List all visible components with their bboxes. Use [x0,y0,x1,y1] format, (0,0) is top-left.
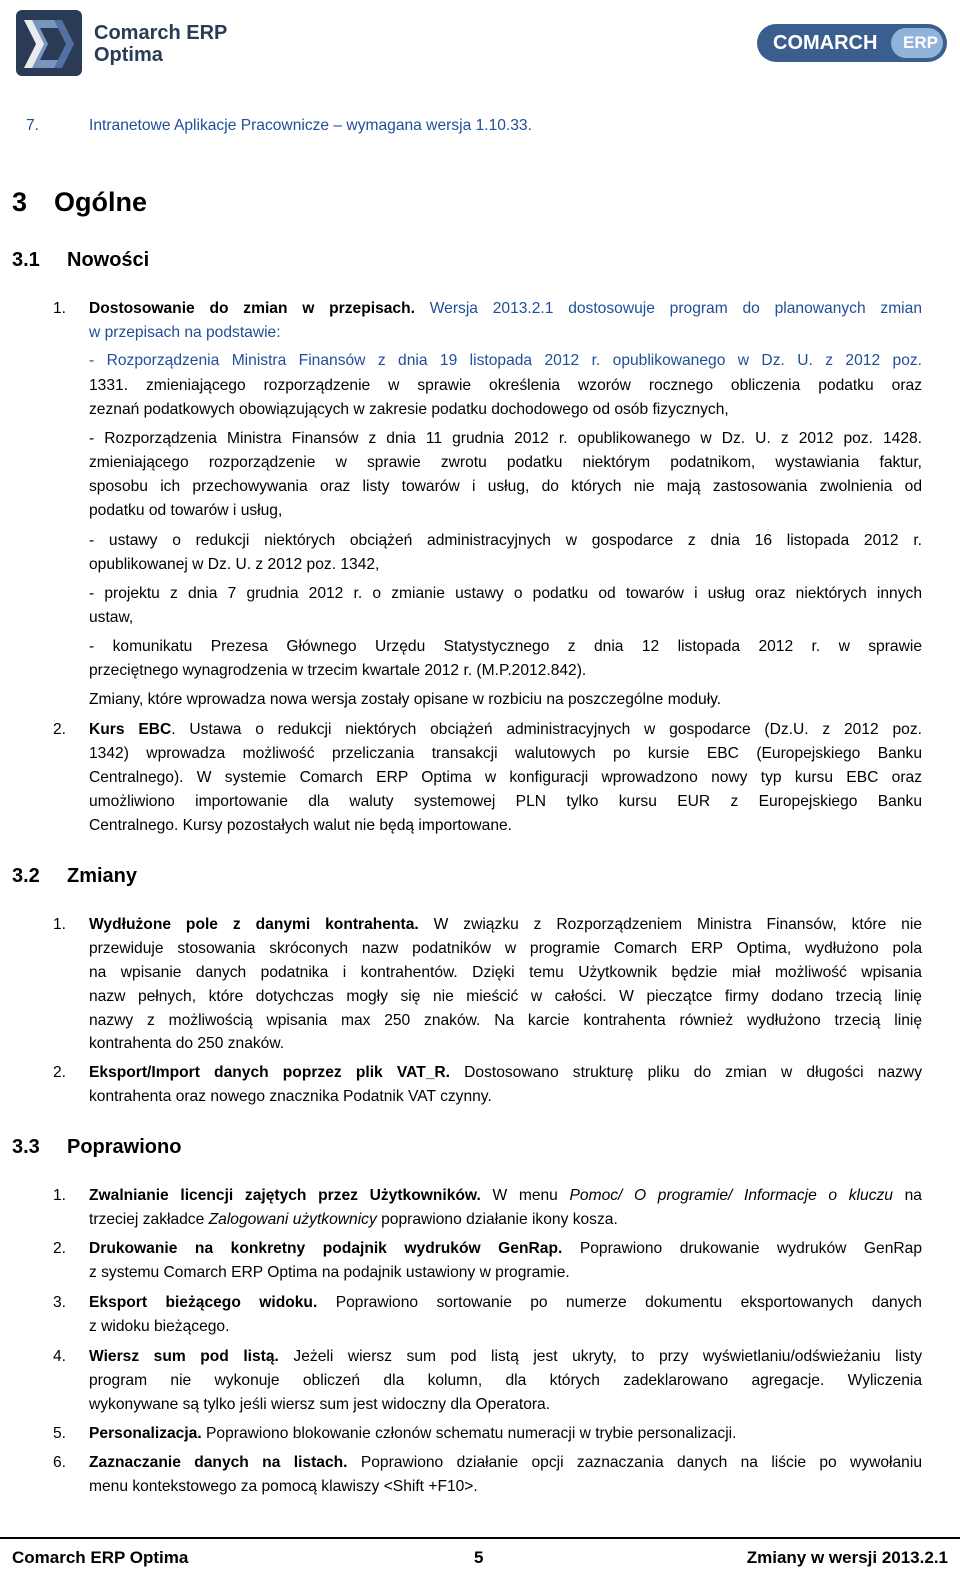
nowosci-item2-l3: Centralnego). W systemie Comarch ERP Optima w konfiguracji wprowadzono nowy typ kursu EBC oraz [89,769,922,786]
section-3-title: Ogólne [54,187,147,217]
poprawiono-item1-italic1: Pomoc/ O programie/ Informacje o kluczu [569,1187,893,1204]
poprawiono-item5-line1 [89,1425,736,1443]
nowosci-p2-l1: - Rozporządzenia Ministra Finansów z dnia 11 grudnia 2012 r. opublikowanego w Dz. U. z 2012 poz. 1428. [89,430,922,447]
section-3-1-title: Nowości [67,249,150,271]
poprawiono-item6-line1-rest: Poprawiono działanie opcji zaznaczania danych na liście po wywołaniu [360,1454,922,1471]
poprawiono-item2-l2: z systemu Comarch ERP Optima na podajnik ustawiony w programie. [89,1264,570,1281]
nowosci-item1-line1 [89,300,922,318]
nowosci-p1-l2: 1331. zmieniającego rozporządzenie w sprawie określenia wzorów rocznego obliczenia podatku oraz [89,377,922,394]
poprawiono-item4-number: 4. [53,1348,67,1365]
nowosci-item1-line1-rest: Wersja 2013.2.1 dostosowuje program do planowanych zmian [429,300,922,317]
section-3-1-number: 3.1 [12,249,40,271]
section-3-3-number: 3.3 [12,1136,40,1158]
poprawiono-item4-l3: wykonywane są tylko jeśli wiersz sum jest widoczny dla Operatora. [89,1396,551,1413]
intro-item-number: 7. [26,117,40,134]
poprawiono-item6-l2: menu kontekstowego za pomocą klawiszy <Shift +F10>. [89,1478,478,1495]
nowosci-p6: Zmiany, które wprowadza nowa wersja zostały opisane w rozbiciu na poszczególne moduły. [89,691,722,708]
nowosci-item2-line1 [89,721,922,739]
nowosci-p4-l1: - projektu z dnia 7 grudnia 2012 r. o zmianie ustawy o podatku od towarów i usług oraz niektórych innych [89,585,922,602]
poprawiono-item2-bold: Drukowanie na konkretny podajnik wydruków GenRap. [89,1240,563,1257]
nowosci-p2-l2: zmieniającego rozporządzenie w sprawie zwrotu podatku niektórym podatnikom, wystawiania faktur, [89,454,922,471]
nowosci-item2-l2: 1342) wprowadza możliwość przeliczania transakcji walutowych po kursie EBC (Europejskiego Banku [89,745,922,762]
zmiany-item1-l6: kontrahenta do 250 znaków. [89,1035,285,1052]
nowosci-p2-l3: sposobu ich przechowywania oraz listy towarów i usług, do których nie mają zastosowania zwolnienia od [89,478,922,495]
poprawiono-item6-number: 6. [53,1454,67,1471]
nowosci-item1-line2: w przepisach na podstawie: [89,324,281,341]
nowosci-item2-l4: umożliwiono importowanie dla waluty systemowej PLN tylko kursu EUR z Europejskiego Banku [89,793,922,810]
nowosci-item2-bold: Kurs EBC [89,721,172,738]
nowosci-item2-l5: Centralnego. Kursy pozostałych walut nie będą importowane. [89,817,513,834]
nowosci-item1-bold: Dostosowanie do zmian w przepisach. [89,300,415,317]
poprawiono-item3-l2: z widoku bieżącego. [89,1318,230,1335]
poprawiono-item1-italic2: Zalogowani użytkownicy [208,1211,377,1228]
nowosci-p3-l1: - ustawy o redukcji niektórych obciążeń administracyjnych w gospodarce z dnia 16 listopada 2012 r. [89,532,922,549]
poprawiono-item5-line1-rest: Poprawiono blokowanie członów schematu numeracji w trybie personalizacji. [206,1425,737,1442]
zmiany-item2-bold: Eksport/Import danych poprzez plik VAT_R. [89,1064,450,1081]
zmiany-item1-number: 1. [53,916,67,933]
zmiany-item1-l5: nazwy z możliwością wpisania max 250 znaków. Na karcie kontrahenta również wydłużono trzecią linię [89,1012,922,1029]
section-3-3-title: Poprawiono [67,1136,182,1158]
poprawiono-item3-number: 3. [53,1294,67,1311]
nowosci-item2-number: 2. [53,721,67,738]
poprawiono-item5-number: 5. [53,1425,67,1442]
poprawiono-item5-bold: Personalizacja. [89,1425,202,1442]
poprawiono-item4-line1 [89,1348,922,1366]
logo-right-suffix: ERP [903,33,938,52]
poprawiono-item2-number: 2. [53,1240,67,1257]
footer-left: Comarch ERP Optima [12,1548,189,1567]
logo-left-line2: Optima [94,44,163,66]
poprawiono-item1-l2-post: poprawiono działanie ikony kosza. [381,1211,618,1228]
nowosci-item2-line1-rest: . Ustawa o redukcji niektórych obciążeń administracyjnych w gospodarce (Dz.U. z 2012 poz. [171,721,922,738]
poprawiono-item1-bold: Zwalnianie licencji zajętych przez Użytkowników. [89,1187,481,1204]
zmiany-item1-line1-rest: W związku z Rozporządzeniem Ministra Finansów, które nie [433,916,922,933]
poprawiono-item2-line1 [89,1240,922,1258]
nowosci-p4-l2: ustaw, [89,609,134,626]
zmiany-item1-l4: nazw pełnych, które dotychczas mogły się nie mieścić w całości. W pieczątce firmy dodano trzecią linię [89,988,922,1005]
section-3-number: 3 [12,187,28,217]
poprawiono-item1-line2 [89,1211,618,1229]
nowosci-p1-l3: zeznań podatkowych obowiązujących w zakresie podatku dochodowego od osób fizycznych, [89,401,729,418]
poprawiono-item3-line1 [89,1294,922,1312]
nowosci-item1-number: 1. [53,300,67,317]
zmiany-item1-line1 [89,916,922,934]
intro-item-text: Intranetowe Aplikacje Pracownicze – wymagana wersja 1.10.33. [89,117,532,134]
nowosci-p2-l4: podatku od towarów i usług, [89,502,283,519]
zmiany-item1-bold: Wydłużone pole z danymi kontrahenta. [89,916,419,933]
poprawiono-item6-line1 [89,1454,922,1472]
logo-right-brand: COMARCH [773,32,878,54]
nowosci-p3-l2: opublikowanej w Dz. U. z 2012 poz. 1342, [89,556,380,573]
poprawiono-item1-line1 [89,1187,922,1205]
zmiany-item2-l2: kontrahenta oraz nowego znacznika Podatnik VAT czynny. [89,1088,492,1105]
poprawiono-item4-line1-rest: Jeżeli wiersz sum pod listą jest ukryty, to przy wyświetlaniu/odświeżaniu listy [293,1348,922,1365]
poprawiono-item1-l2-pre: trzeciej zakładce [89,1211,205,1228]
poprawiono-item1-pre: W menu [492,1187,558,1204]
section-3-2-title: Zmiany [67,865,138,887]
poprawiono-item2-line1-rest: Poprawiono drukowanie wydruków GenRap [579,1240,922,1257]
zmiany-item2-line1-rest: Dostosowano strukturę pliku do zmian w długości nazwy [464,1064,922,1081]
nowosci-p5-l1: - komunikatu Prezesa Głównego Urzędu Statystycznego z dnia 12 listopada 2012 r. w sprawie [89,638,922,655]
footer-divider [0,1537,960,1539]
poprawiono-item6-bold: Zaznaczanie danych na listach. [89,1454,348,1471]
section-3-2-number: 3.2 [12,865,40,887]
nowosci-p1-l1: - Rozporządzenia Ministra Finansów z dnia 19 listopada 2012 r. opublikowanego w Dz. U. z 2012 poz. [89,352,922,369]
logo-left-line1: Comarch ERP [94,22,228,44]
footer-right: Zmiany w wersji 2013.2.1 [746,1548,948,1567]
poprawiono-item1-number: 1. [53,1187,67,1204]
poprawiono-item4-bold: Wiersz sum pod listą. [89,1348,279,1365]
nowosci-p5-l2: przeciętnego wynagrodzenia w trzecim kwartale 2012 r. (M.P.2012.842). [89,662,587,679]
zmiany-item1-l3: na wpisanie danych podatnika i kontrahentów. Dzięki temu Użytkownik będzie miał możliwość wpisania [89,964,922,981]
zmiany-item1-l2: przewiduje stosowania skróconych nazw podatników w programie Comarch ERP Optima, wydłużono pola [89,940,922,957]
poprawiono-item3-bold: Eksport bieżącego widoku. [89,1294,318,1311]
footer-page-number: 5 [474,1548,484,1567]
poprawiono-item4-l2: program nie wykonuje obliczeń dla kolumn, dla których zadeklarowano agregacje. Wyliczenia [89,1372,922,1389]
poprawiono-item3-line1-rest: Poprawiono sortowanie po numerze dokumentu eksportowanych danych [335,1294,922,1311]
zmiany-item2-line1 [89,1064,922,1082]
poprawiono-item1-post1: na [904,1187,922,1204]
zmiany-item2-number: 2. [53,1064,67,1081]
